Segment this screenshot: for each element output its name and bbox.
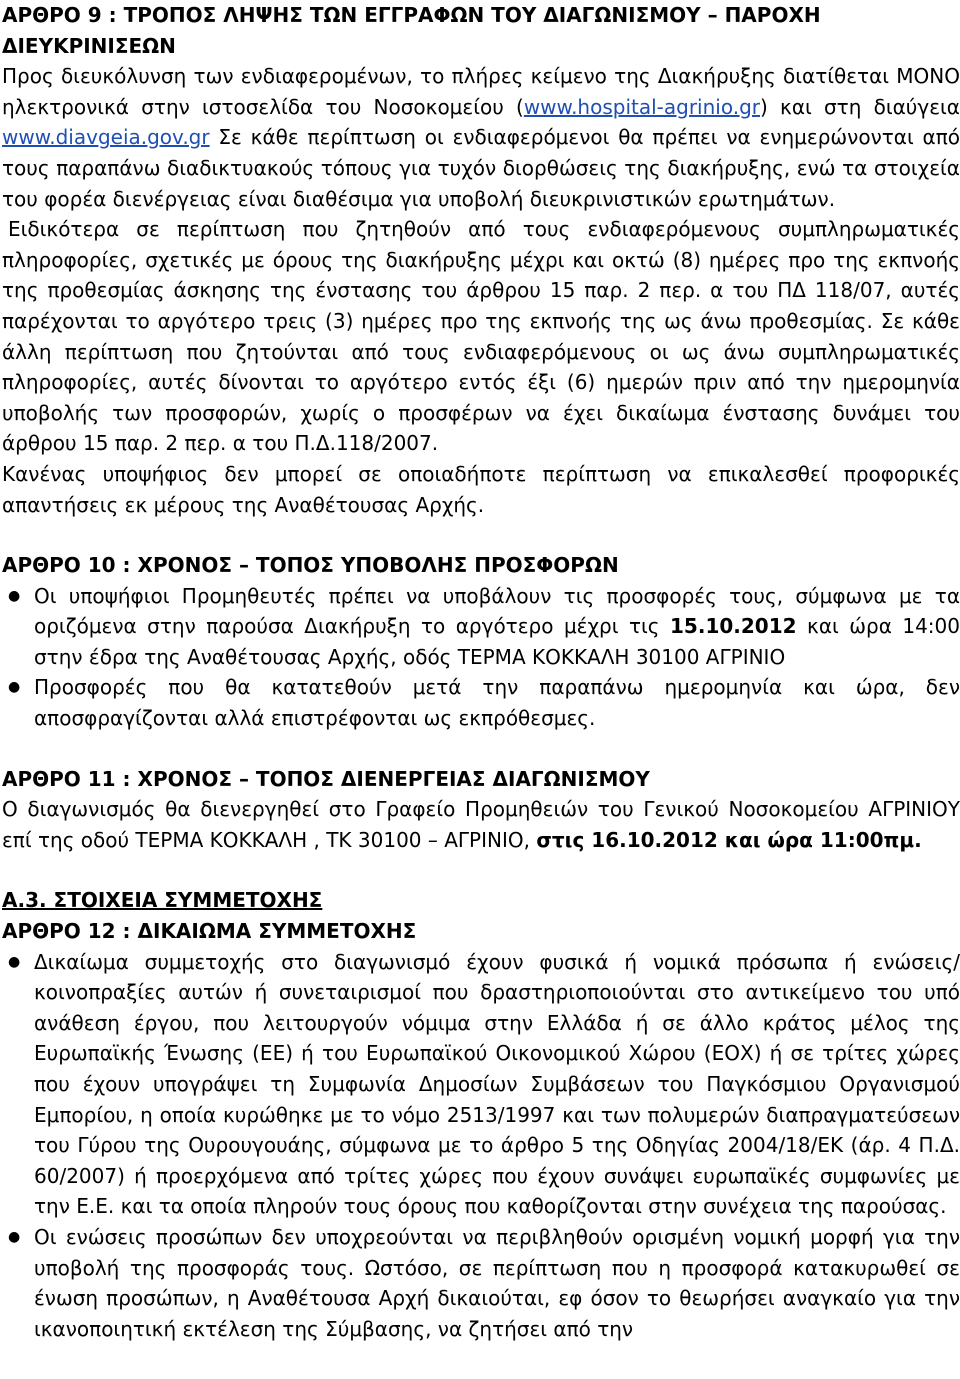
article-10-bullet-2 (2, 672, 960, 733)
bullet-icon: ● (8, 953, 21, 970)
article-11-text: Ο διαγωνισμός θα διενεργηθεί στο Γραφείο Προμηθειών του Γενικού Νοσοκομείου ΑΓΡΙΝΙΟΥ επί της οδού ΤΕΡΜΑ ΚΟΚΚΑΛΗ , ΤΚ 30100 – ΑΓΡΙΝΙΟ, (2, 797, 960, 852)
article-10-heading: ΑΡΘΡΟ 10 : ΧΡΟΝΟΣ – ΤΟΠΟΣ ΥΠΟΒΟΛΗΣ ΠΡΟΣΦΟΡΩΝ (2, 553, 619, 578)
bullet-text-a: Οι υποψήφιοι Προμηθευτές πρέπει να υποβάλουν τις προσφορές τους, σύμφωνα με τα οριζόμενα στην παρούσα Διακήρυξη το αργότερο μέχρι τις (34, 583, 960, 639)
deadline-date: 15.10.2012 (670, 614, 797, 639)
spacer (2, 520, 960, 550)
section-a3-heading: Α.3. ΣΤΟΙΧΕΙΑ ΣΥΜΜΕΤΟΧΗΣ (2, 888, 323, 913)
article-11-paragraph (2, 794, 960, 855)
article-12-bullet-1 (2, 947, 960, 1222)
article-9-heading-line2: ΔΙΕΥΚΡΙΝΙΣΕΩΝ (2, 33, 176, 58)
article-12-bullet-2 (2, 1222, 960, 1344)
article-9-text-b: ) και στη διαύγεια (760, 94, 960, 119)
bullet-icon: ● (8, 679, 21, 696)
spacer (2, 855, 960, 885)
article-9-text-c: Σε κάθε περίπτωση οι ενδιαφερόμενοι θα πρέπει να ενημερώνονται από τους παραπάνω διαδικτυακούς τόπους για τυχόν διορθώσεις της διακήρυξης, ενώ τα στοιχεία του φορέα διενέργειας είναι διαθέσιμα για υποβολή διευκρινιστικών ερωτημάτων. (2, 125, 960, 211)
article-12-heading: ΑΡΘΡΟ 12 : ΔΙΚΑΙΩΜΑ ΣΥΜΜΕΤΟΧΗΣ (2, 919, 417, 944)
article-10-bullet-2-text: Προσφορές που θα κατατεθούν μετά την παραπάνω ημερομηνία και ώρα, δεν αποσφραγίζονται αλλά επιστρέφονται ως εκπρόθεσμες. (34, 675, 960, 731)
article-9-text-a: Προς διευκόλυνση των ενδιαφερομένων, το πλήρες κείμενο της Διακήρυξης διατίθεται ΜΟΝΟ ηλεκτρονικά στην ιστοσελίδα του Νοσοκομείου ( (2, 64, 960, 119)
article-11-datetime: στις 16.10.2012 και ώρα 11:00πμ. (536, 827, 922, 852)
article-10-bullet-1 (2, 581, 960, 673)
article-11-heading: ΑΡΘΡΟ 11 : ΧΡΟΝΟΣ – ΤΟΠΟΣ ΔΙΕΝΕΡΓΕΙΑΣ ΔΙΑΓΩΝΙΣΜΟΥ (2, 766, 650, 791)
article-9-paragraph-3: Κανένας υποψήφιος δεν μπορεί σε οποιαδήποτε περίπτωση να επικαλεσθεί προφορικές απαντήσεις εκ μέρους της Αναθέτουσας Αρχής. (2, 461, 960, 517)
article-9-heading (2, 0, 960, 61)
bullet-icon: ● (8, 1228, 21, 1245)
hospital-link[interactable]: www.hospital-agrinio.gr (523, 94, 760, 119)
article-9-paragraph-2: Ειδικότερα σε περίπτωση που ζητηθούν από τους ενδιαφερόμενους συμπληρωματικές πληροφορίες, σχετικές με όρους της διακήρυξης μέχρι και οκτώ (8) ημέρες προ της εκπνοής της προθεσμίας άσκησης της ένστασης του άρθρου 15 παρ. 2 περ. α του ΠΔ 118/07, αυτές παρέχονται το αργότερο τρεις (3) ημέρες προ της εκπνοής της ως άνω προθεσμίας. Σε κάθε άλλη περίπτωση που ζητούνται από τους ενδιαφερόμενους οι ως άνω συμπληρωματικές πληροφορίες, αυτές δίνονται το αργότερο εντός έξι (6) ημερών πριν από την ημερομηνία υποβολής των προσφορών, χωρίς ο προσφέρων να έχει δικαίωμα ένστασης δυνάμει του άρθρου 15 παρ. 2 περ. α του Π.Δ.118/2007. (2, 217, 960, 456)
article-9-paragraph-1 (2, 61, 960, 214)
diavgeia-link[interactable]: www.diavgeia.gov.gr (2, 125, 210, 150)
bullet-text-b: και ώρα 14:00 στην έδρα της Αναθέτουσας Αρχής, οδός ΤΕΡΜΑ ΚΟΚΚΑΛΗ 30100 ΑΓΡΙΝΙΟ (34, 614, 960, 669)
article-9-heading-line1: ΑΡΘΡΟ 9 : ΤΡΟΠΟΣ ΛΗΨΗΣ ΤΩΝ ΕΓΓΡΑΦΩΝ ΤΟΥ ΔΙΑΓΩΝΙΣΜΟΥ – ΠΑΡΟΧΗ (2, 3, 821, 27)
bullet-icon: ● (8, 587, 21, 604)
article-12-bullet-1-text: Δικαίωμα συμμετοχής στο διαγωνισμό έχουν φυσικά ή νομικά πρόσωπα ή ενώσεις/κοινοπραξίες αυτών ή συνεταιρισμοί που δραστηριοποιούνται στο αντικείμενο του υπό ανάθεση έργου, που λειτουργούν νόμιμα στην Ελλάδα ή σε άλλο κράτος μέλος της Ευρωπαϊκής Ένωσης (ΕΕ) ή του Ευρωπαϊκού Οικονομικού Χώρου (ΕΟΧ) ή σε τρίτες χώρες που έχουν υπογράψει τη Συμφωνία Δημοσίων Συμβάσεων του Παγκόσμιου Οργανισμού Εμπορίου, η οποία κυρώθηκε με το νόμο 2513/1997 και των πολυμερών διαπραγματεύσεων του Γύρου της Ουρουγουάης, σύμφωνα με το άρθρο 5 της Οδηγίας 2004/18/ΕΚ (άρ. 4 Π.Δ. 60/2007) ή προερχόμενα από τρίτες χώρες που έχουν συνάψει ευρωπαϊκές συμφωνίες με την Ε.Ε. και τα οποία πληρούν τους όρους που καθορίζονται στην συνέχεια της παρούσας. (34, 949, 960, 1219)
article-10-bullet-1-text (34, 581, 960, 673)
spacer (2, 734, 960, 764)
article-12-bullet-2-text: Οι ενώσεις προσώπων δεν υποχρεούνται να περιβληθούν ορισμένη νομική μορφή για την υποβολή της προσφοράς τους. Ωστόσο, σε περίπτωση που η προσφορά κατακυρωθεί σε ένωση προσώπων, η Αναθέτουσα Αρχή δικαιούται, εφ όσον το θεωρήσει αναγκαίο για την ικανοποιητική εκτέλεση της Σύμβασης, να ζητήσει από την (34, 1224, 960, 1341)
